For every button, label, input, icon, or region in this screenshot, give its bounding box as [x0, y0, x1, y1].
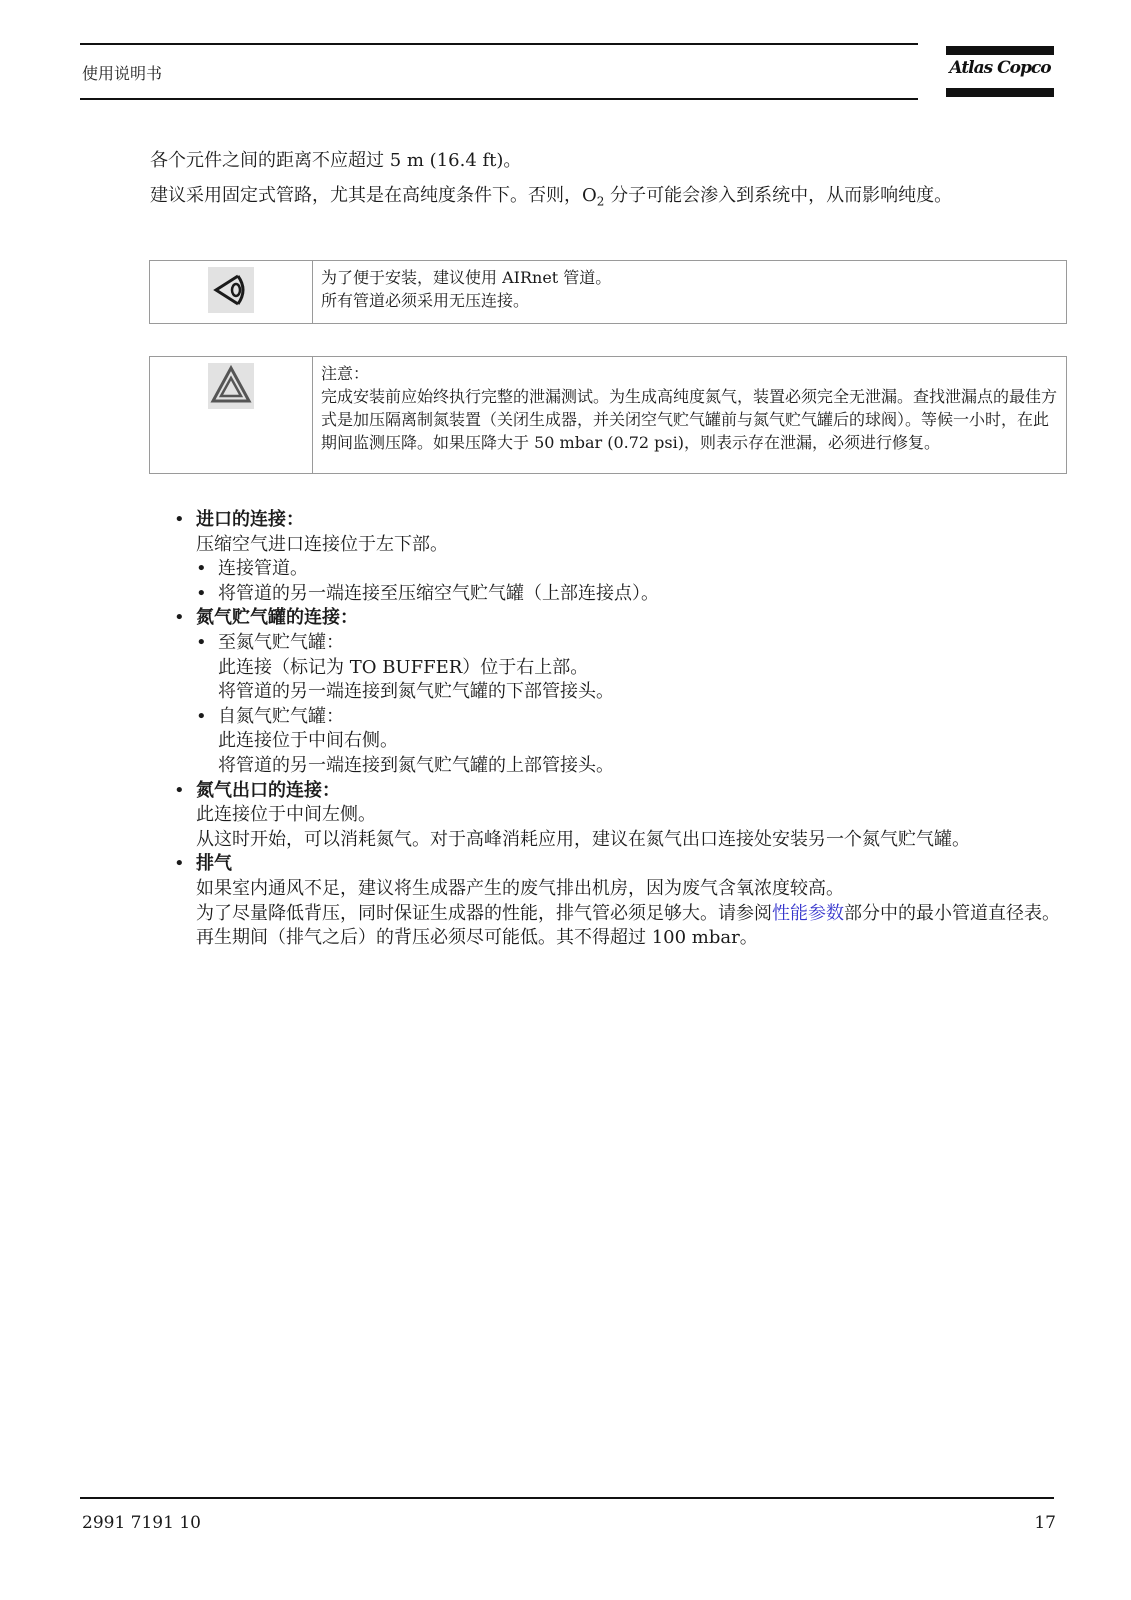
intro-p2-before: 建议采用固定式管路，尤其是在高纯度条件下。否则，O: [150, 185, 597, 206]
caution-body: 完成安装前应始终执行完整的泄漏测试。为生成高纯度氮气，装置必须完全无泄漏。查找泄漏点的最佳方式是加压隔离制氮装置（关闭生成器，并关闭空气贮气罐前与氮气贮气罐后的球阀）。等候一小时，在此期间监测压降。如果压降大于 50 mbar (0.72 psi)，则表示存在泄漏，必须进行修复。: [321, 387, 1058, 452]
inlet-step-1: [196, 557, 1064, 582]
bullet: •: [174, 779, 185, 801]
intro-paragraph-1: 各个元件之间的距离不应超过 5 m (16.4 ft)。: [150, 150, 522, 171]
footer-page-number: 17: [1034, 1513, 1056, 1533]
outlet-line-1: 此连接位于中间左侧。: [196, 804, 376, 826]
exhaust-line-2-after: 部分中的最小管道直径表。: [844, 902, 1060, 924]
buffer-title: 氮气贮气罐的连接：: [196, 607, 358, 629]
exhaust-line-2-before: 为了尽量降低背压，同时保证生成器的性能，排气管必须足够大。请参阅: [196, 902, 772, 924]
bullet: •: [196, 631, 207, 653]
buffer-to-line-2: 将管道的另一端连接到氮气贮气罐的下部管接头。: [218, 681, 614, 703]
inlet-step-2-text: 将管道的另一端连接至压缩空气贮气罐（上部连接点）。: [218, 582, 659, 604]
caution-icon-cell: [150, 357, 313, 474]
inlet-title: 进口的连接：: [196, 509, 304, 530]
connections-list: [174, 508, 1064, 951]
caution-text-cell: [313, 357, 1067, 474]
bullet: •: [174, 607, 185, 629]
footer-doc-number: 2991 7191 10: [82, 1513, 201, 1533]
buffer-from-title: 自氮气贮气罐：: [218, 705, 344, 727]
tip-note-box: [149, 260, 1067, 324]
section-outlet: [174, 779, 1064, 853]
outlet-title: 氮气出口的连接：: [196, 779, 340, 801]
bullet: •: [174, 853, 185, 875]
logo-bar-bottom: [946, 88, 1054, 97]
performance-data-link[interactable]: 性能参数: [772, 902, 844, 924]
tip-icon-cell: [150, 261, 313, 324]
section-exhaust: [174, 852, 1064, 950]
intro-paragraph-2: [150, 183, 1030, 215]
atlas-copco-logo: [946, 46, 1054, 100]
outlet-line-2: 从这时开始，可以消耗氮气。对于高峰消耗应用，建议在氮气出口连接处安装另一个氮气贮气罐。: [196, 828, 970, 850]
bullet: •: [196, 705, 207, 727]
header-rule-top: [80, 43, 918, 45]
exhaust-line-1: 如果室内通风不足，建议将生成器产生的废气排出机房，因为废气含氧浓度较高。: [196, 877, 844, 899]
inlet-step-1-text: 连接管道。: [218, 558, 308, 580]
tip-line-1: 为了便于安装，建议使用 AIRnet 管道。: [321, 268, 612, 287]
intro-p2-subscript: 2: [596, 194, 605, 209]
caution-title: 注意：: [321, 364, 370, 383]
tip-text-cell: [313, 261, 1067, 324]
logo-bar-top: [946, 46, 1054, 55]
inlet-desc: 压缩空气进口连接位于左下部。: [196, 533, 448, 555]
section-buffer: [174, 606, 1064, 778]
buffer-to-line-1: 此连接（标记为 TO BUFFER）位于右上部。: [218, 656, 589, 678]
header-title: 使用说明书: [82, 64, 163, 83]
tip-line-2: 所有管道必须采用无压连接。: [321, 291, 530, 310]
buffer-from-line-2: 将管道的另一端连接到氮气贮气罐的上部管接头。: [218, 754, 614, 776]
bullet: •: [196, 558, 207, 580]
exhaust-line-3: 再生期间（排气之后）的背压必须尽可能低。其不得超过 100 mbar。: [196, 927, 758, 949]
warning-triangle-icon: [208, 363, 254, 409]
buffer-to-title: 至氮气贮气罐：: [218, 631, 344, 653]
bullet: •: [174, 509, 185, 530]
buffer-to: [196, 631, 1064, 705]
section-inlet: [174, 508, 1064, 606]
header-rule-bottom: [80, 98, 918, 100]
exhaust-title: 排气: [196, 853, 232, 875]
exhaust-line-2: [196, 902, 1064, 927]
logo-text: Atlas Copco: [949, 58, 1051, 78]
caution-note-box: [149, 356, 1067, 474]
inlet-step-2: [196, 582, 1064, 607]
buffer-from-line-1: 此连接位于中间右侧。: [218, 730, 398, 752]
eye-icon: [208, 267, 254, 313]
intro-p2-after: 分子可能会渗入到系统中，从而影响纯度。: [604, 185, 953, 206]
bullet: •: [196, 582, 207, 604]
footer-rule: [80, 1497, 1054, 1499]
buffer-from: [196, 705, 1064, 779]
